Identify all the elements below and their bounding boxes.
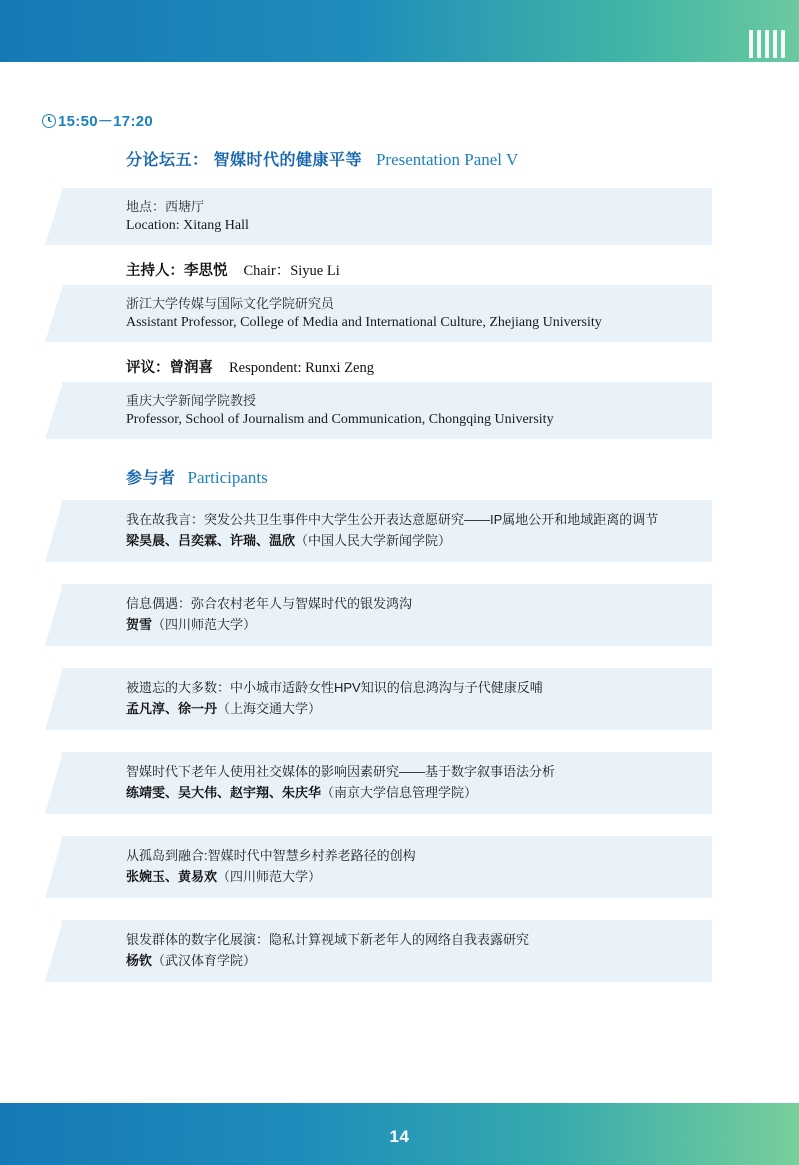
band-notch xyxy=(45,500,63,562)
respondent-affiliation-cn: 重庆大学新闻学院教授 xyxy=(126,393,257,408)
band-notch xyxy=(45,285,63,342)
band-notch xyxy=(45,920,63,982)
paper-authors-row xyxy=(126,698,702,719)
panel-title-en: Presentation Panel V xyxy=(375,150,519,169)
paper-authors-row xyxy=(126,950,702,971)
paper-affiliation: （四川师范大学） xyxy=(217,869,322,884)
respondent-role-en: Respondent: Runxi Zeng xyxy=(229,360,374,376)
clock-icon xyxy=(42,114,56,128)
paper-authors: 杨钦 xyxy=(126,953,153,968)
participants-heading-en: Participants xyxy=(187,468,268,487)
paper-item xyxy=(62,836,712,898)
chair-affiliation-band xyxy=(62,285,712,342)
header-bar xyxy=(0,0,799,62)
paper-item xyxy=(62,752,712,814)
paper-title: 智媒时代下老年人使用社交媒体的影响因素研究——基于数字叙事语法分析 xyxy=(126,764,556,779)
band-notch xyxy=(45,188,63,245)
paper-affiliation: （上海交通大学） xyxy=(217,701,322,716)
paper-authors: 张婉玉、黄易欢 xyxy=(126,869,218,884)
panel-title-cn: 分论坛五： 智媒时代的健康平等 xyxy=(126,152,362,169)
participants-heading xyxy=(126,465,799,488)
band-notch xyxy=(45,752,63,814)
paper-affiliation: （南京大学信息管理学院） xyxy=(321,785,478,800)
session-time: 15:50－17:20 xyxy=(58,113,154,130)
location-band xyxy=(62,188,712,245)
paper-authors: 梁昊晨、吕奕霖、许瑞、温欣 xyxy=(126,533,296,548)
paper-authors-row xyxy=(126,782,702,803)
respondent-affiliation-en: Professor, School of Journalism and Communication, Chongqing University xyxy=(126,412,554,427)
chair-role-cn: 主持人：李思悦 xyxy=(126,263,228,279)
paper-authors-row xyxy=(126,530,702,551)
panel-title xyxy=(126,147,799,170)
band-notch xyxy=(45,382,63,439)
band-notch xyxy=(45,668,63,730)
paper-affiliation: （中国人民大学新闻学院） xyxy=(295,533,452,548)
paper-title: 被遗忘的大多数：中小城市适龄女性HPV知识的信息鸿沟与子代健康反哺 xyxy=(126,680,543,695)
paper-item xyxy=(62,668,712,730)
page-content xyxy=(0,110,799,1004)
chair-affiliation-cn: 浙江大学传媒与国际文化学院研究员 xyxy=(126,296,335,311)
chair-affiliation-en: Assistant Professor, College of Media and International Culture, Zhejiang University xyxy=(126,315,602,330)
paper-title: 银发群体的数字化展演：隐私计算视域下新老年人的网络自我表露研究 xyxy=(126,932,530,947)
band-notch xyxy=(45,836,63,898)
respondent-role-row xyxy=(126,356,799,377)
paper-title: 从孤岛到融合:智媒时代中智慧乡村养老路径的创构 xyxy=(126,848,416,863)
paper-item xyxy=(62,584,712,646)
header-stripes-decoration xyxy=(749,30,785,58)
chair-role-en: Chair：Siyue Li xyxy=(243,263,340,279)
paper-title: 我在故我言：突发公共卫生事件中大学生公开表达意愿研究——IP属地公开和地域距离的调节 xyxy=(126,512,659,527)
paper-item xyxy=(62,500,712,562)
paper-authors: 练靖雯、吴大伟、赵宇翔、朱庆华 xyxy=(126,785,322,800)
paper-authors: 孟凡淳、徐一丹 xyxy=(126,701,218,716)
location-en: Location: Xitang Hall xyxy=(126,218,249,233)
location-cn: 地点：西塘厅 xyxy=(126,199,205,214)
paper-item xyxy=(62,920,712,982)
paper-authors-row xyxy=(126,866,702,887)
paper-authors: 贺雪 xyxy=(126,617,153,632)
participants-heading-cn: 参与者 xyxy=(126,470,176,487)
session-time-row xyxy=(42,110,799,131)
band-notch xyxy=(45,584,63,646)
paper-affiliation: （武汉体育学院） xyxy=(152,953,257,968)
paper-authors-row xyxy=(126,614,702,635)
page-number: 14 xyxy=(389,1127,410,1146)
paper-title: 信息偶遇：弥合农村老年人与智媒时代的银发鸿沟 xyxy=(126,596,413,611)
paper-affiliation: （四川师范大学） xyxy=(152,617,257,632)
respondent-affiliation-band xyxy=(62,382,712,439)
respondent-role-cn: 评议：曾润喜 xyxy=(126,360,213,376)
chair-role-row xyxy=(126,259,799,280)
